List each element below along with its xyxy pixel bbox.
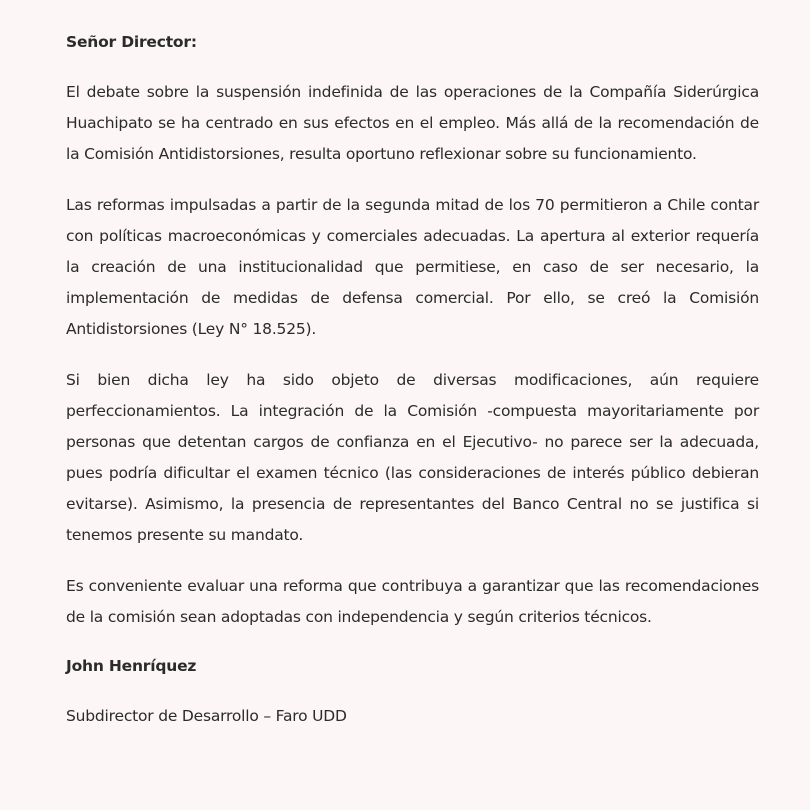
salutation: Señor Director: — [66, 33, 197, 51]
paragraph-4: Es conveniente evaluar una reforma que contribuya a garantizar que las recomendaciones de la comisión sean adoptadas con independencia y según criterios técnicos. — [66, 577, 759, 626]
signature-name: John Henríquez — [66, 657, 197, 675]
signature-role: Subdirector de Desarrollo – Faro UDD — [66, 707, 347, 725]
paragraph-1: El debate sobre la suspensión indefinida de las operaciones de la Compañía Siderúrgica Huachipato se ha centrado en sus efectos en el empleo. Más allá de la recomendación de la Comisión Antidistorsiones, resulta oportuno reflexionar sobre su funcionamiento. — [66, 83, 759, 163]
paragraph-3: Si bien dicha ley ha sido objeto de diversas modificaciones, aún requiere perfeccionamientos. La integración de la Comisión -compuesta mayoritariamente por personas que detentan cargos de confianza en el Ejecutivo- no parece ser la adecuada, pues podría dificultar el examen técnico (las consideraciones de interés público debieran evitarse). Asimismo, la presencia de representantes del Banco Central no se justifica si tenemos presente su mandato. — [66, 371, 759, 544]
paragraph-2: Las reformas impulsadas a partir de la segunda mitad de los 70 permitieron a Chile contar con políticas macroeconómicas y comerciales adecuadas. La apertura al exterior requería la creación de una institucionalidad que permitiese, en caso de ser necesario, la implementación de medidas de defensa comercial. Por ello, se creó la Comisión Antidistorsiones (Ley N° 18.525). — [66, 196, 759, 338]
